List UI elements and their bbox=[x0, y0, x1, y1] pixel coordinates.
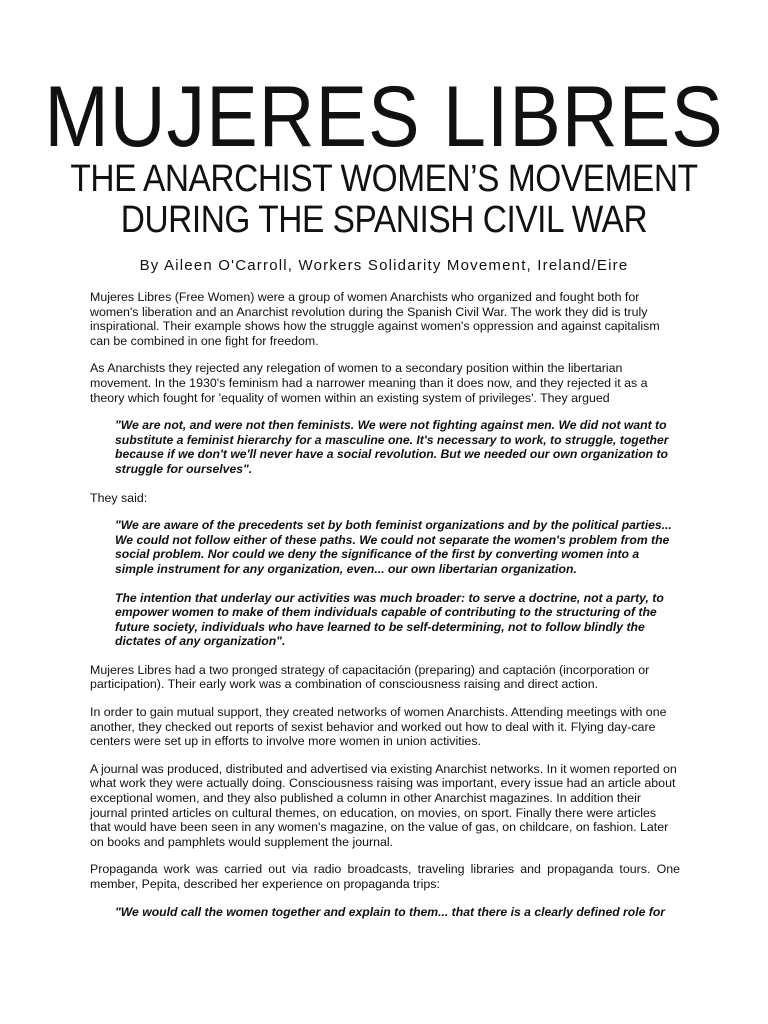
paragraph-mutual-support: In order to gain mutual support, they created networks of women Anarchists. Attending meetings with one another, they checked out reports of sexist behavior and worked out how to deal with it. Flying day-care centers were set up in efforts to involve more women in union activities. bbox=[90, 705, 667, 749]
paragraph-intro: Mujeres Libres (Free Women) were a group of women Anarchists who organized and fought both for women's liberation and an Anarchist revolution during the Spanish Civil War. The work they did is truly inspirational. Their example shows how the struggle against women's oppression and against capitalism can be combined in one fight for freedom. bbox=[90, 290, 660, 348]
quote-precedents: "We are aware of the precedents set by both feminist organizations and by the political parties... We could not follow either of these paths. We could not separate the women's problem from the social problem. Nor could we deny the significance of the first by converting women into a simple instrument for any organization, even... our own libertarian organization. bbox=[115, 518, 672, 576]
paragraph-they-said: They said: bbox=[90, 490, 148, 505]
paragraph-journal: A journal was produced, distributed and advertised via existing Anarchist networks. In it women reported on what work they were actually doing. Consciousness raising was important, every issue had an article about exceptional women, and they also published a column in other Anarchist magazines. In addition their journal printed articles on cultural themes, on education, on movies, on sport. Finally there were articles that would have been seen in any women's magazine, on the value of gas, on childcare, on fashion. Later on books and pamphlets would supplement the journal. bbox=[90, 761, 677, 849]
document-subtitle-line-2: DURING THE SPANISH CIVIL WAR bbox=[120, 199, 648, 241]
paragraph-anarchists: As Anarchists they rejected any relegation of women to a secondary position within the libertarian movement. In the 1930's feminism had a narrower meaning than it does now, and they rejected it as a theory which fought for 'equality of women within an existing system of privileges'. They argued bbox=[90, 361, 648, 405]
quote-intention: The intention that underlay our activities was much broader: to serve a doctrine, not a party, to empower women to make of them individuals capable of contributing to the structuring of the future society, individuals who have learned to be self-determining, not to follow blindly the dictates of any organization". bbox=[115, 590, 664, 649]
document-title: MUJERES LIBRES bbox=[44, 69, 724, 165]
paragraph-strategy: Mujeres Libres had a two pronged strategy of capacitación (preparing) and captación (incorporation or participation). Their early work was a combination of consciousness raising and direct action. bbox=[90, 662, 650, 692]
document-subtitle-line-1: THE ANARCHIST WOMEN’S MOVEMENT bbox=[70, 158, 698, 200]
quote-not-feminists: "We are not, and were not then feminists. We were not fighting against men. We did not want to substitute a feminist hierarchy for a masculine one. It's necessary to work, to struggle, together because if we don't we'll never have a social revolution. But we needed our own organization to struggle for ourselves". bbox=[115, 418, 669, 476]
quote-pepita: "We would call the women together and explain to them... that there is a clearly defined role for bbox=[115, 904, 666, 919]
paragraph-propaganda: Propaganda work was carried out via radio broadcasts, traveling libraries and propaganda tours. One member, Pepita, described her experience on propaganda trips: bbox=[90, 862, 680, 891]
author-byline: By Aileen O'Carroll, Workers Solidarity Movement, Ireland/Eire bbox=[139, 257, 629, 274]
article-body bbox=[90, 290, 680, 933]
